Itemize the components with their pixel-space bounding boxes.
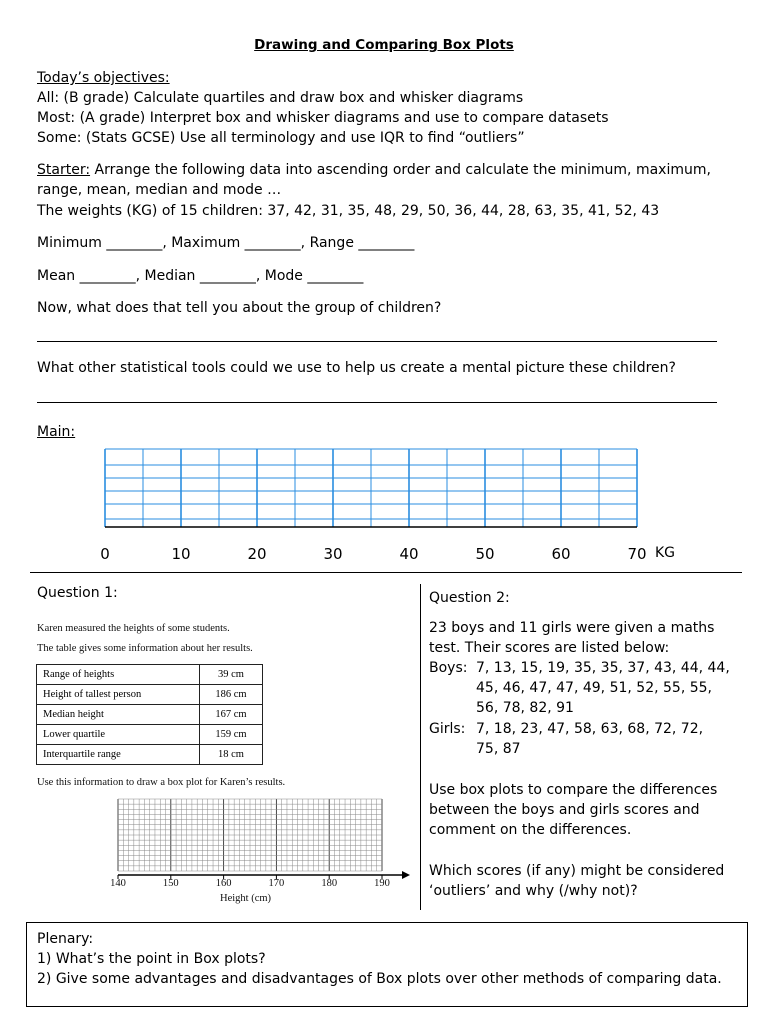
question-1-label: Question 1: [37,585,118,601]
boys-scores-2: 45, 46, 47, 47, 49, 51, 52, 55, 55, [476,680,712,696]
starter-blanks-1: Minimum ________, Maximum ________, Range ________ [37,235,415,251]
height-axis-tick-label: 140 [110,878,126,889]
table-cell: Lower quartile [37,725,200,745]
height-axis-tick-label: 160 [215,878,232,889]
section-divider [30,572,742,573]
table-cell: Height of tallest person [37,685,200,705]
height-axis-tick-label: 190 [374,878,390,889]
axis-tick-label: 50 [475,545,495,563]
question-2-para-1c: comment on the differences. [429,822,632,838]
answer-line-2 [37,402,717,403]
starter-question-1: Now, what does that tell you about the group of children? [37,300,442,316]
objective-all: All: (B grade) Calculate quartiles and draw box and whisker diagrams [37,90,524,106]
girls-scores-2: 75, 87 [476,741,521,757]
question-1-instruction: Use this information to draw a box plot for Karen’s results. [37,777,286,788]
heights-table [36,664,263,765]
girls-label: Girls: [429,721,466,737]
question-2-para-2b: ‘outliers’ and why (/why not)? [429,883,638,899]
table-cell: 39 cm [200,665,263,685]
starter-line-1 [37,160,711,180]
height-axis-tick-label: 150 [162,878,179,889]
objective-most: Most: (A grade) Interpret box and whisker diagrams and use to compare datasets [37,110,609,126]
axis-tick-label: 0 [100,545,110,563]
height-axis-tick-label: 170 [268,878,285,889]
table-cell: 167 cm [200,705,263,725]
table-row [37,745,263,765]
axis-arrow-icon [402,871,410,879]
table-row [37,725,263,745]
table-cell: Median height [37,705,200,725]
question-2-label: Question 2: [429,590,510,606]
axis-tick-label: 30 [323,545,343,563]
question-1-intro-2: The table gives some information about her results. [37,643,253,654]
axis-tick-label: 70 [627,545,647,563]
axis-tick-label: 40 [399,545,419,563]
question-2-para-1b: between the boys and girls scores and [429,802,700,818]
starter-blanks-2: Mean ________, Median ________, Mode ________ [37,268,364,284]
column-divider [420,584,421,910]
question-2-line-2: test. Their scores are listed below: [429,640,670,656]
table-row [37,665,263,685]
boys-scores-1: 7, 13, 15, 19, 35, 35, 37, 43, 44, 44, [476,660,730,676]
girls-scores-1: 7, 18, 23, 47, 58, 63, 68, 72, 72, [476,721,704,737]
table-cell: 186 cm [200,685,263,705]
height-axis-tick-label: 180 [321,878,338,889]
main-grid-lines [105,449,637,527]
starter-text: Arrange the following data into ascending order and calculate the minimum, maximum, [90,162,711,178]
main-grid [95,440,655,540]
plenary-question-1: 1) What’s the point in Box plots? [37,951,266,967]
axis-tick-label: 60 [551,545,571,563]
table-cell: Interquartile range [37,745,200,765]
height-grid [110,795,415,881]
table-cell: 159 cm [200,725,263,745]
boys-scores-3: 56, 78, 82, 91 [476,700,574,716]
page-title: Drawing and Comparing Box Plots [254,37,514,53]
objectives-heading: Today’s objectives: [37,70,170,86]
starter-question-2: What other statistical tools could we use to help us create a mental picture these children? [37,360,676,376]
axis-tick-label: 20 [247,545,267,563]
starter-label: Starter: [37,162,91,178]
table-cell: 18 cm [200,745,263,765]
question-2-para-1a: Use box plots to compare the differences [429,782,718,798]
height-axis-label: Height (cm) [220,893,272,904]
plenary-label: Plenary: [37,931,94,947]
question-2-para-2a: Which scores (if any) might be considered [429,863,725,879]
question-2-line-1: 23 boys and 11 girls were given a maths [429,620,715,636]
question-1-intro-1: Karen measured the heights of some students. [37,623,230,634]
plenary-box [26,922,748,1007]
table-cell: Range of heights [37,665,200,685]
table-row [37,705,263,725]
height-grid-lines [118,799,410,879]
starter-data: The weights (KG) of 15 children: 37, 42, 31, 35, 48, 29, 50, 36, 44, 28, 63, 35, 41, 52, 43 [37,203,660,219]
boys-label: Boys: [429,660,468,676]
plenary-question-2: 2) Give some advantages and disadvantages of Box plots over other methods of comparing data. [37,971,722,987]
axis-tick-label: 10 [171,545,191,563]
main-label: Main: [37,424,76,440]
main-axis-unit: KG [655,545,676,561]
objective-some: Some: (Stats GCSE) Use all terminology and use IQR to find “outliers” [37,130,525,146]
table-row [37,685,263,705]
starter-line-2: range, mean, median and mode … [37,182,282,198]
answer-line-1 [37,341,717,342]
